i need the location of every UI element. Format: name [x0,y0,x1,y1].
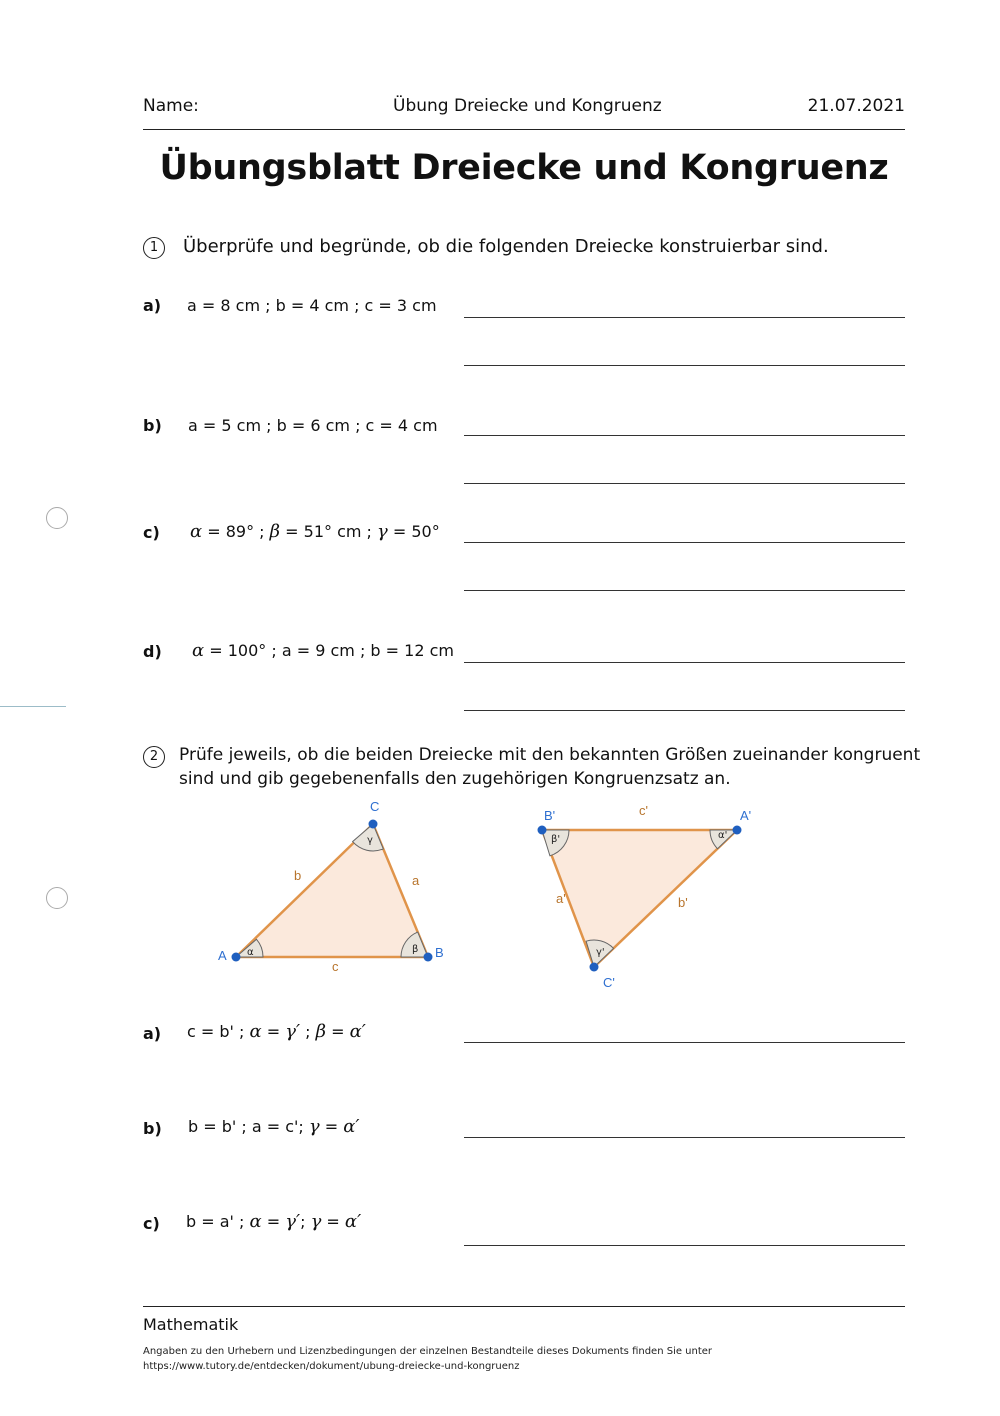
vertex-c-prime-label: C' [603,975,615,990]
answer-line[interactable] [464,1137,905,1138]
answer-line[interactable] [464,1245,905,1246]
side-c-label: c [332,959,339,974]
task2-text-line1: Prüfe jeweils, ob die beiden Dreiecke mit den bekannten Größen zueinander kongruent [179,745,921,765]
side-a-prime-label: a' [556,891,566,906]
task1-d-label: d) [143,642,162,661]
task2-a-label: a) [143,1024,162,1043]
angle-alpha-prime-label: α' [718,830,728,841]
task1-c-label: c) [143,523,160,542]
task1-number: 1 [143,237,165,259]
task2-b-expression: b = b' ; a = c'; γ = α′ [188,1116,360,1137]
side-a-label: a [412,873,420,888]
page-title: Übungsblatt Dreiecke und Kongruenz [159,148,889,188]
footer-rule [143,1306,905,1307]
angle-gamma-label: γ [367,835,373,846]
angle-gamma-prime-label: γ' [596,947,605,958]
task1-b-label: b) [143,416,162,435]
point-a-prime [733,826,742,835]
header-date: 21.07.2021 [807,96,905,116]
footer-license-link[interactable]: https://www.tutory.de/entdecken/dokument/ubung-dreiecke-und-kongruenz [143,1361,520,1372]
answer-line[interactable] [464,1042,905,1043]
task2-number: 2 [143,746,165,768]
triangle-abc-shape [236,824,428,957]
side-c-prime-label: c' [639,803,648,818]
triangle-abc [218,799,444,974]
footer-subject: Mathematik [143,1315,239,1334]
point-b [424,953,433,962]
task1-d-expression: α = 100° ; a = 9 cm ; b = 12 cm [192,640,454,661]
task2-b-label: b) [143,1119,162,1138]
vertex-b-prime-label: B' [544,808,556,823]
task1-b-expression: a = 5 cm ; b = 6 cm ; c = 4 cm [188,416,438,435]
task2-text-line2: sind und gib gegebenenfalls den zugehörigen Kongruenzsatz an. [179,769,731,789]
point-c-prime [590,963,599,972]
angle-beta-prime-label: β' [551,834,561,845]
task1-a-label: a) [143,296,162,315]
angle-alpha-label: α [247,947,254,958]
angle-beta-label: β [412,944,419,955]
vertex-a-prime-label: A' [740,808,752,823]
vertex-b-label: B [435,945,444,960]
vertex-c-label: C [370,799,380,814]
header-title: Übung Dreiecke und Kongruenz [393,96,662,116]
side-b-label: b [294,868,302,883]
name-label: Name: [143,96,199,116]
point-b-prime [538,826,547,835]
task1-text: Überprüfe und begründe, ob die folgenden Dreiecke konstruierbar sind. [183,236,829,257]
vertex-a-label: A [218,948,227,963]
triangle-abc-prime [538,803,752,990]
task1-c-expression: α = 89° ; β = 51° cm ; γ = 50° [190,521,440,542]
footer-license-text: Angaben zu den Urhebern und Lizenzbedingungen der einzelnen Bestandteile dieses Dokuments finden Sie unter [143,1346,713,1357]
point-c [369,820,378,829]
side-b-prime-label: b' [678,895,688,910]
task2-c-expression: b = a' ; α = γ′; γ = α′ [186,1211,362,1232]
task2-a-expression: c = b' ; α = γ′ ; β = α′ [187,1021,366,1042]
point-a [232,953,241,962]
triangle-abc-prime-shape [542,830,737,967]
task1-a-expression: a = 8 cm ; b = 4 cm ; c = 3 cm [187,296,437,315]
task2-c-label: c) [143,1214,160,1233]
